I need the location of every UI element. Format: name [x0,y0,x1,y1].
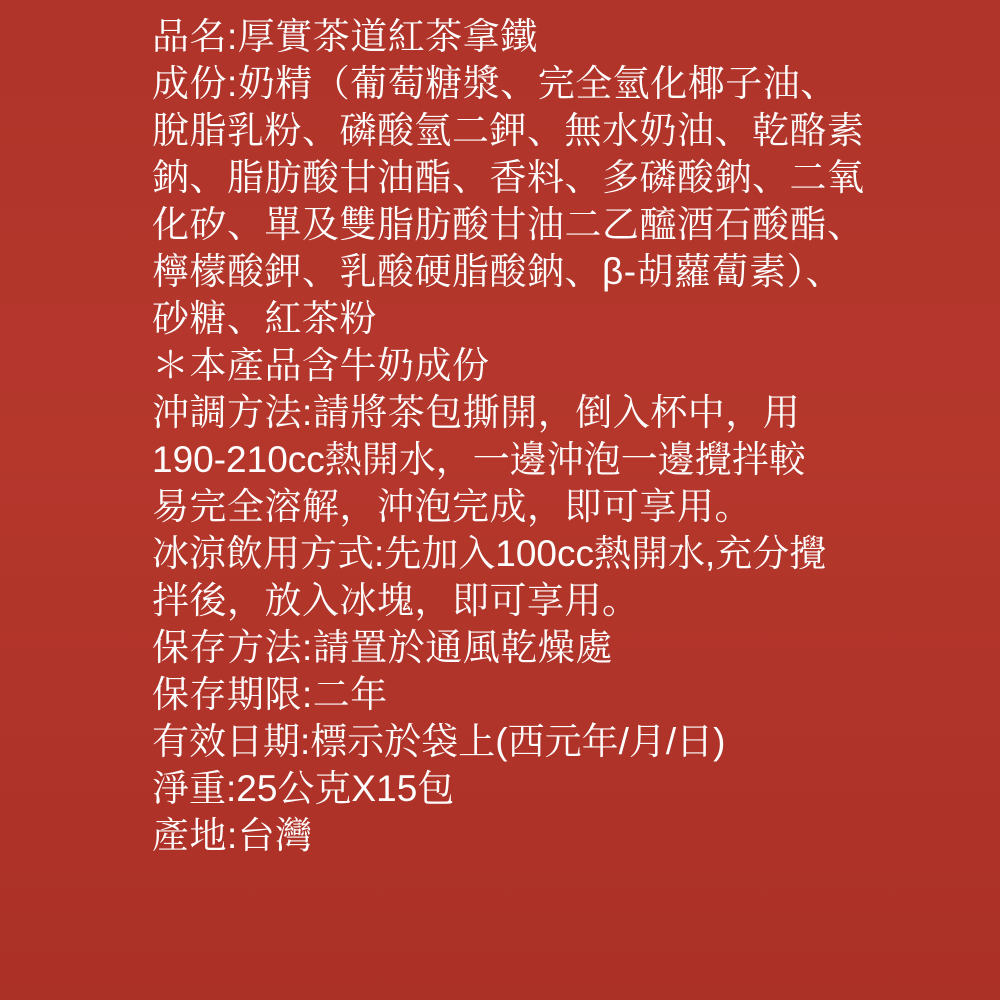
info-line: 易完全溶解，沖泡完成，即可享用。 [152,485,752,527]
info-line: 冰涼飲用方式:先加入100cc熱開水,充分攪 [152,532,827,574]
product-info-list [152,14,960,860]
info-line: 淨重:25公克X15包 [152,767,455,809]
info-line: 拌後，放入冰塊，即可享用。 [152,579,640,621]
info-line: 檸檬酸鉀、乳酸硬脂酸鈉、β-胡蘿蔔素）、 [152,250,844,292]
info-line: ＊本產品含牛奶成份 [152,344,490,386]
info-line: 沖調方法:請將茶包撕開，倒入杯中，用 [152,391,801,433]
info-line: 190-210cc熱開水，一邊沖泡一邊攪拌較 [152,438,806,480]
info-line: 保存期限:二年 [152,673,388,715]
info-line: 鈉、脂肪酸甘油酯、香料、多磷酸鈉、二氧 [152,156,865,198]
info-line: 品名:厚實茶道紅茶拿鐵 [152,16,538,57]
info-line: 保存方法:請置於通風乾燥處 [152,626,613,668]
info-line: 有效日期:標示於袋上(西元年/月/日) [152,720,726,762]
info-line: 成份:奶精（葡萄糖漿、完全氫化椰子油、 [152,62,838,104]
info-line: 化矽、單及雙脂肪酸甘油二乙醯酒石酸酯、 [152,203,865,245]
info-line: 產地:台灣 [152,814,313,856]
info-line: 脫脂乳粉、磷酸氫二鉀、無水奶油、乾酪素 [152,109,865,151]
info-line: 砂糖、紅茶粉 [152,297,377,339]
